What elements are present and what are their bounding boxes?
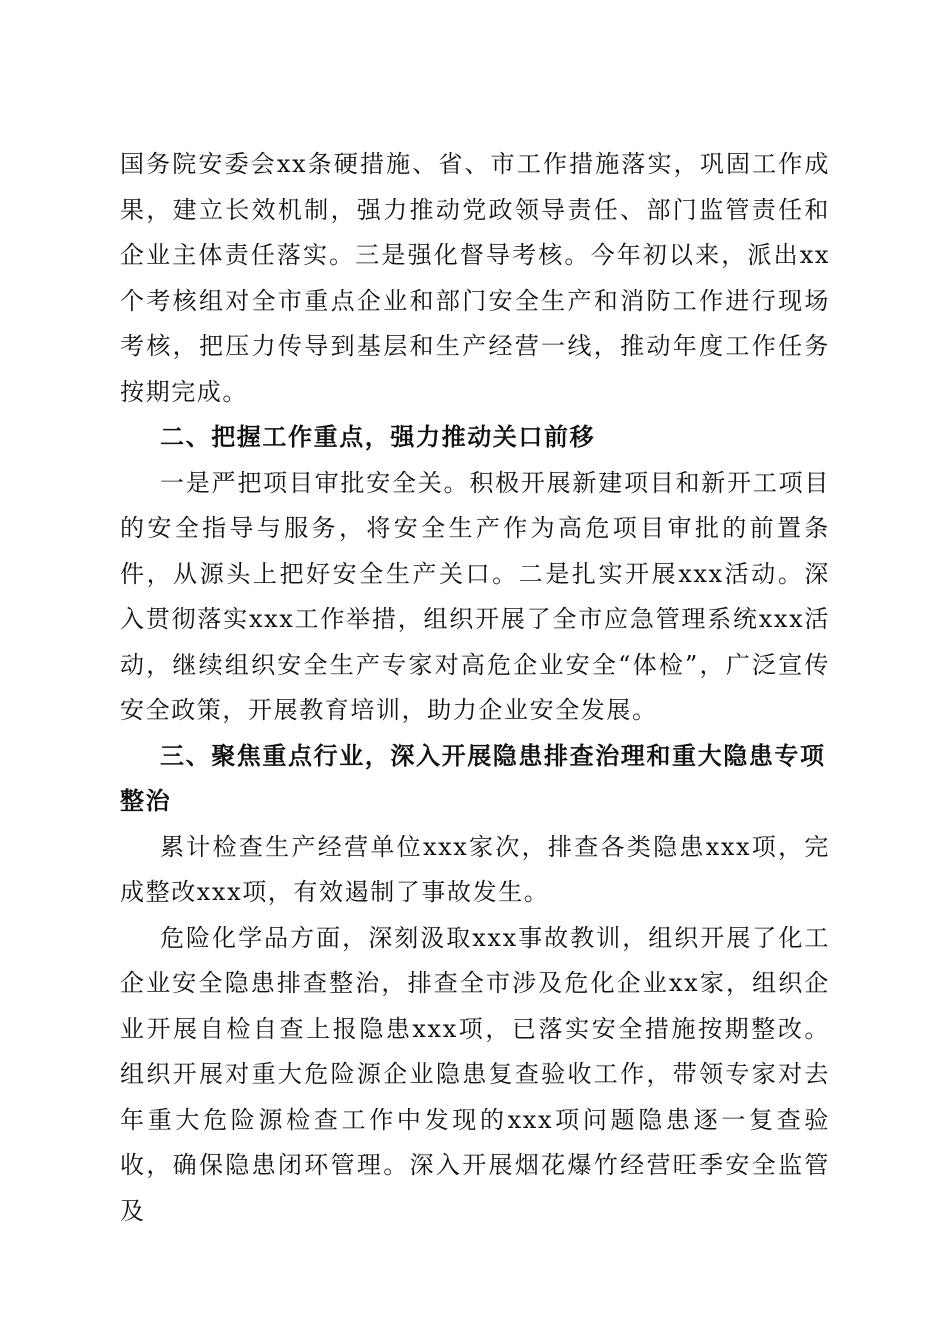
document-page (120, 142, 830, 1234)
section-3-paragraph-2: 危险化学品方面，深刻汲取xxx事故教训，组织开展了化工企业安全隐患排查整治，排查全市涉及危化企业xx家，组织企业开展自检自查上报隐患xxx项，已落实安全措施按期整改。组织开展对重大危险源企业隐患复查验收工作，带领专家对去年重大危险源检查工作中发现的xxx项问题隐患逐一复查验收，确保隐患闭环管理。深入开展烟花爆竹经营旺季安全监管及 (120, 923, 830, 1225)
section-heading-3: 三、聚焦重点行业，深入开展隐患排查治理和重大隐患专项整治 (120, 741, 826, 815)
section-2-lead: 一是严把项目审批安全关。 (160, 468, 470, 497)
paragraph-continuation: 国务院安委会xx条硬措施、省、市工作措施落实，巩固工作成果，建立长效机制，强力推动党政领导责任、部门监管责任和企业主体责任落实。三是强化督导考核。今年初以来，派出xx个考核组对全市重点企业和部门安全生产和消防工作进行现场考核，把压力传导到基层和生产经营一线，推动年度工作任务按期完成。 (120, 150, 830, 406)
section-2-body: 积极开展新建项目和新开工项目的安全指导与服务，将安全生产作为高危项目审批的前置条件，从源头上把好安全生产关口。二是扎实开展xxx活动。深入贯彻落实xxx工作举措，组织开展了全市应急管理系统xxx活动，继续组织安全生产专家对高危企业安全“体检”，广泛宣传安全政策，开展教育培训，助力企业安全发展。 (120, 468, 830, 724)
section-3-paragraph-1: 累计检查生产经营单位xxx家次，排查各类隐患xxx项，完成整改xxx项，有效遏制了事故发生。 (120, 832, 830, 906)
section-2-paragraph (120, 461, 830, 734)
section-heading-2: 二、把握工作重点，强力推动关口前移 (160, 423, 596, 451)
